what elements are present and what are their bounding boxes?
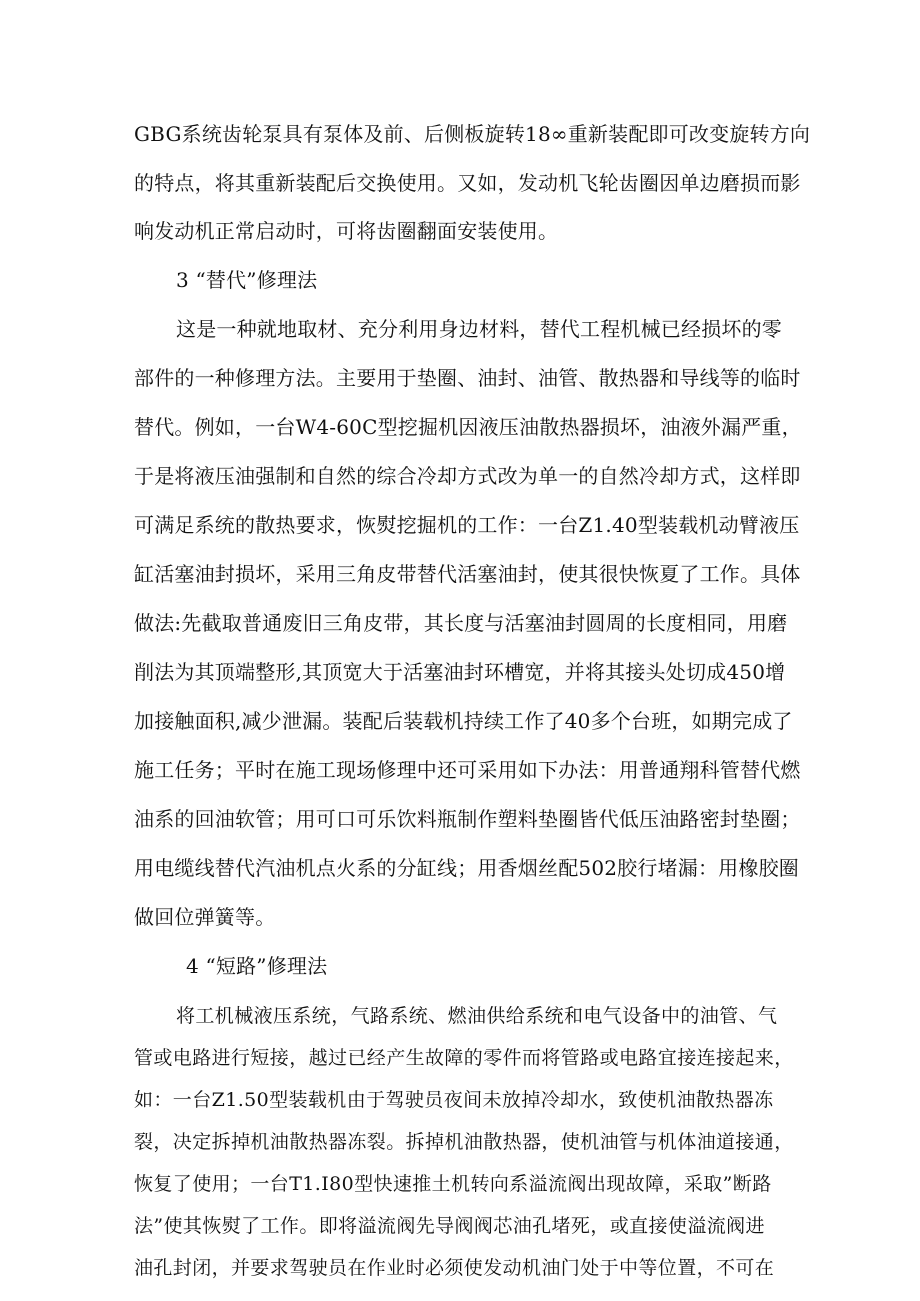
paragraph-line: 管或电路进行短接，越过已经产生故障的零件而将管路或电路宜接连接起来， — [134, 1047, 794, 1069]
paragraph-line: 可满足系统的散热要求，恢熨挖掘机的工作：一台Z1.40型装载机动臂液压 — [134, 513, 800, 537]
paragraph-line: 做法:先截取普通废旧三角皮带，其长度与活塞油封圆周的长度相同，用磨 — [134, 611, 788, 635]
paragraph-line: 这是一种就地取材、充分利用身边材料，替代工程机械已经损坏的零 — [176, 317, 782, 341]
paragraph-line: 于是将液压油强制和自然的综合冷却方式改为单一的自然冷却方式，这样即 — [134, 464, 801, 488]
paragraph-line: 的特点，将其重新装配后交换使用。又如，发动机飞轮齿圈因单边磨损而影 — [134, 171, 801, 195]
paragraph-line: 响发动机正常启动时，可将齿圈翻面安装使用。 — [134, 219, 559, 243]
paragraph-line: 油孔封闭，并要求驾驶员在作业时必须使发动机油门处于中等位置，不可在 — [134, 1257, 775, 1279]
paragraph-line: GBG系统齿轮泵具有泵体及前、后侧板旋转18∞重新装配即可改变旋转方向 — [134, 122, 811, 146]
paragraph-line: 加接触面积,减少泄漏。装配后装载机持续工作了40多个台班，如期完成了 — [134, 709, 793, 733]
paragraph-line: 替代。例如，一台W4-60C型挖掘机因液压油散热器损坏，油液外漏严重， — [134, 415, 802, 439]
section-heading: 4 “短路”修理法 — [186, 954, 328, 978]
paragraph-line: 施工任务；平时在施工现场修理中还可采用如下办法：用普通翔科管替代燃 — [134, 758, 801, 782]
paragraph-line: 做回位弹簧等。 — [134, 905, 276, 929]
paragraph-line: 如：一台Z1.50型装载机由于驾驶员夜间未放掉冷却水，致使机油散热器冻 — [134, 1089, 774, 1111]
paragraph-line: 法”使其恢熨了工作。即将溢流阀先导阀阀芯油孔堵死，或直接使溢流阀进 — [134, 1215, 765, 1237]
paragraph-line: 油系的回油软管；用可口可乐饮料瓶制作塑料垫圈皆代低压油路密封垫圈； — [134, 807, 801, 831]
paragraph-line: 缸活塞油封损坏，采用三角皮带替代活塞油封，使其很快恢夏了工作。具体 — [134, 562, 801, 586]
paragraph-line: 恢复了使用；一台T1.I80型快速推土机转向系溢流阀出现故障，采取”断路 — [134, 1173, 772, 1195]
paragraph-line: 用电缆线替代汽油机点火系的分缸线；用香烟丝配502胶行堵漏：用橡胶圈 — [134, 856, 799, 880]
section-heading: 3 “替代”修理法 — [176, 268, 318, 292]
paragraph-line: 裂，决定拆掉机油散热器冻裂。拆掉机油散热器，使机油管与机体油道接通， — [134, 1131, 794, 1153]
paragraph-line: 将工机械液压系统，气路系统、燃油供给系统和电气设备中的油管、气 — [176, 1005, 778, 1027]
paragraph-line: 部件的一种修理方法。主要用于垫圈、油封、油管、散热器和导线等的临时 — [134, 366, 801, 390]
paragraph-line: 削法为其顶端整形,其顶宽大于活塞油封环槽宽，并将其接头处切成450增 — [134, 660, 786, 684]
